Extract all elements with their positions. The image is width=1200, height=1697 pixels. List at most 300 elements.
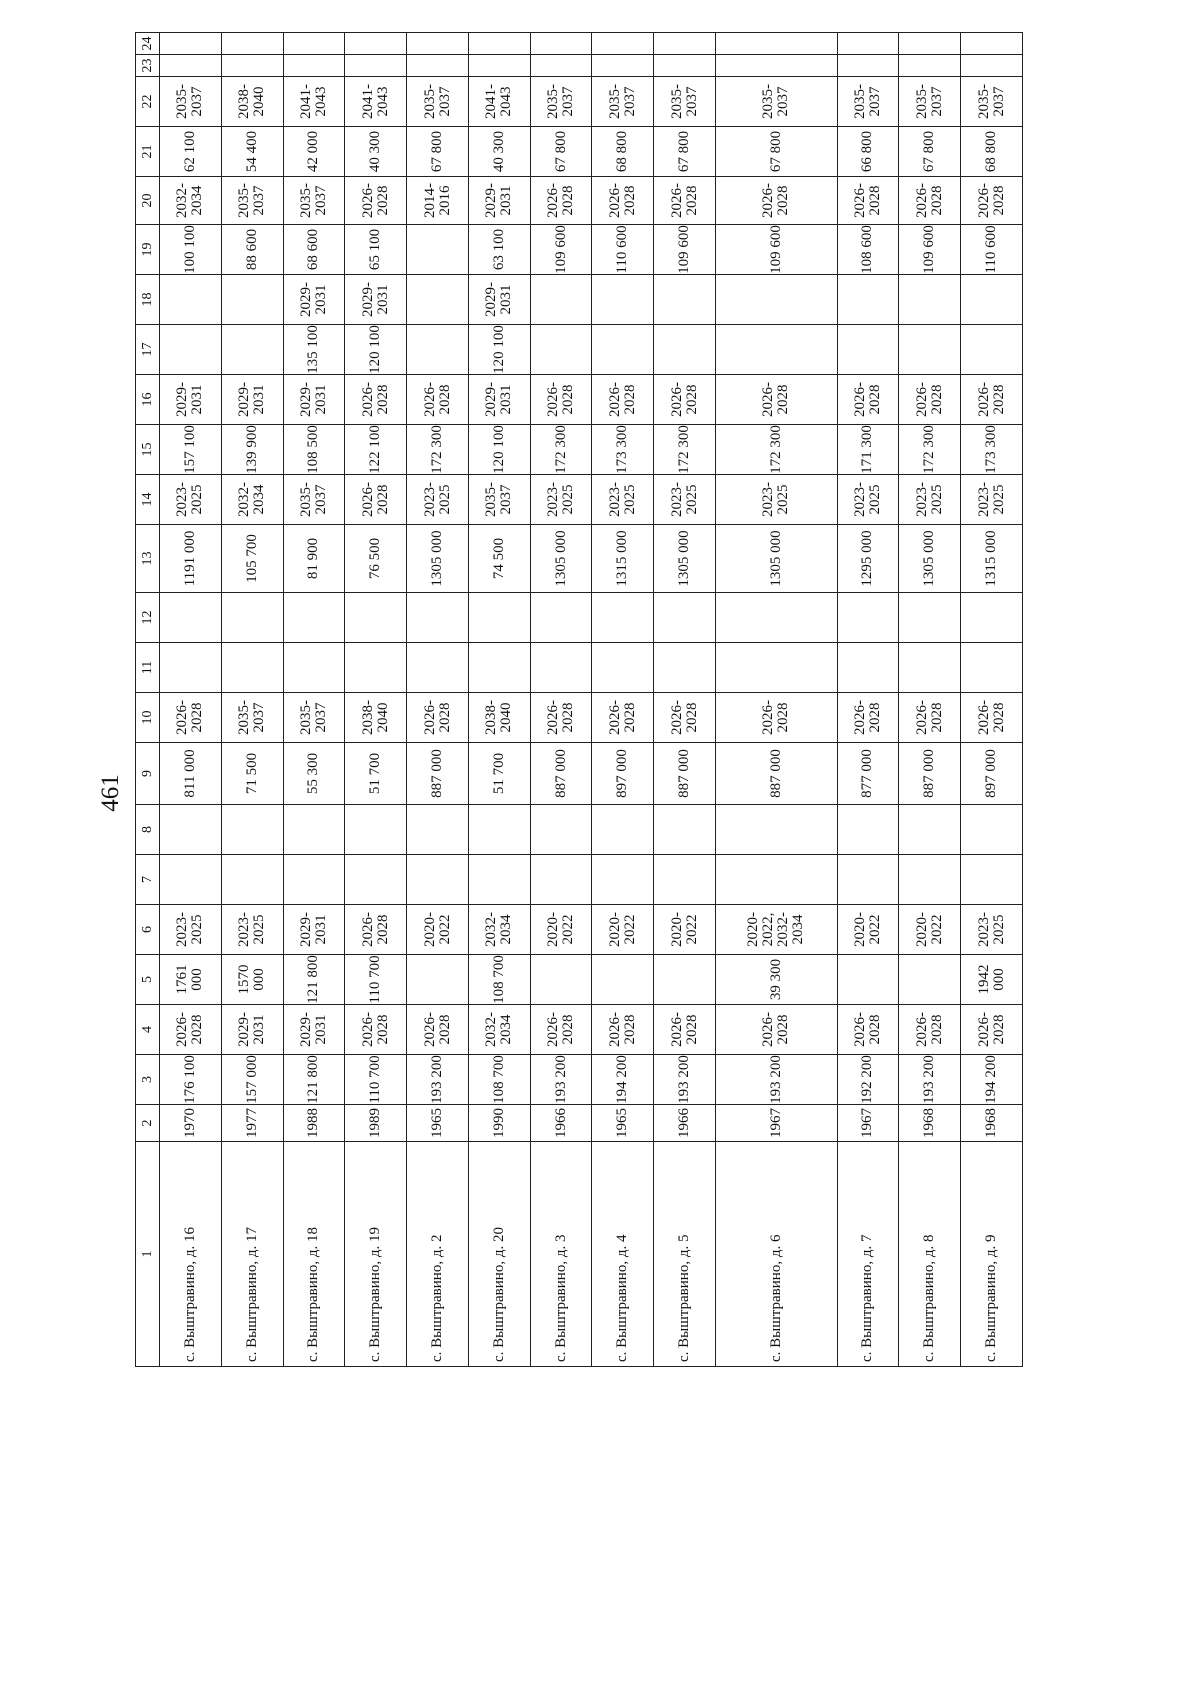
table-cell: 2026- 2028 — [592, 177, 654, 225]
table-cell — [468, 855, 530, 905]
header-cell: 2 — [136, 1105, 160, 1142]
table-cell: 1305 000 — [716, 525, 838, 593]
table-cell — [283, 643, 345, 693]
table-cell: 2023- 2025 — [654, 475, 716, 525]
table-cell: 109 600 — [716, 225, 838, 275]
table-cell — [592, 55, 654, 77]
table-cell: 194 200 — [592, 1055, 654, 1105]
table-cell: 811 000 — [160, 743, 222, 805]
table-cell: 887 000 — [654, 743, 716, 805]
table-cell — [221, 643, 283, 693]
table-cell: 139 900 — [221, 425, 283, 475]
table-cell — [283, 593, 345, 643]
table-cell — [654, 593, 716, 643]
table-cell — [407, 593, 469, 643]
table-cell — [837, 593, 899, 643]
table-cell: 2026- 2028 — [654, 693, 716, 743]
table-cell: 2026- 2028 — [345, 375, 407, 425]
table-cell: 2041- 2043 — [345, 77, 407, 127]
table-cell: 2020- 2022 — [899, 905, 961, 955]
table-cell: 108 600 — [837, 225, 899, 275]
table-cell: 108 700 — [468, 1055, 530, 1105]
table-cell: 2038- 2040 — [468, 693, 530, 743]
table-cell — [530, 275, 592, 325]
table-cell — [899, 55, 961, 77]
table-cell: 2026- 2028 — [716, 375, 838, 425]
header-cell: 5 — [136, 955, 160, 1005]
table-cell: 2026- 2028 — [160, 693, 222, 743]
table-cell: 176 100 — [160, 1055, 222, 1105]
table-cell: 2026- 2028 — [654, 177, 716, 225]
table-cell: 877 000 — [837, 743, 899, 805]
table-cell: 108 500 — [283, 425, 345, 475]
data-table — [135, 32, 1023, 1367]
table-cell — [530, 805, 592, 855]
table-cell — [961, 593, 1023, 643]
table-cell: 121 800 — [283, 1055, 345, 1105]
table-cell: 110 600 — [961, 225, 1023, 275]
header-cell: 17 — [136, 325, 160, 375]
table-cell: 2029- 2031 — [283, 905, 345, 955]
table-cell — [468, 643, 530, 693]
table-cell: 2026- 2028 — [160, 1005, 222, 1055]
table-cell: 51 700 — [468, 743, 530, 805]
table-cell: 2026- 2028 — [899, 177, 961, 225]
table-cell: 1965 — [407, 1105, 469, 1142]
table-cell: 74 500 — [468, 525, 530, 593]
table-cell: 2035- 2037 — [592, 77, 654, 127]
table-cell — [345, 643, 407, 693]
table-cell: 2035- 2037 — [221, 177, 283, 225]
table-cell: 2020- 2022 — [654, 905, 716, 955]
table-cell: 76 500 — [345, 525, 407, 593]
table-cell — [654, 643, 716, 693]
table-cell: 68 800 — [592, 127, 654, 177]
table-cell: 2014- 2016 — [407, 177, 469, 225]
table-cell: 157 100 — [160, 425, 222, 475]
address-cell: с. Выштравино, д. 6 — [716, 1142, 838, 1367]
table-cell: 2032- 2034 — [221, 475, 283, 525]
table-cell — [407, 33, 469, 55]
table-cell: 2026- 2028 — [530, 177, 592, 225]
table-cell: 1967 — [837, 1105, 899, 1142]
table-cell — [592, 955, 654, 1005]
table-cell — [530, 955, 592, 1005]
table-cell — [283, 805, 345, 855]
table-cell — [160, 805, 222, 855]
header-cell: 11 — [136, 643, 160, 693]
table-cell: 67 800 — [654, 127, 716, 177]
table-cell: 2020- 2022 — [592, 905, 654, 955]
table-cell — [160, 643, 222, 693]
header-cell: 4 — [136, 1005, 160, 1055]
table-cell: 193 200 — [899, 1055, 961, 1105]
table-cell: 2023- 2025 — [221, 905, 283, 955]
header-cell: 13 — [136, 525, 160, 593]
table-cell — [160, 593, 222, 643]
table-cell: 2026- 2028 — [407, 693, 469, 743]
table-cell: 2035- 2037 — [530, 77, 592, 127]
table-cell: 2035- 2037 — [283, 177, 345, 225]
table-cell: 2035- 2037 — [716, 77, 838, 127]
table-cell — [160, 325, 222, 375]
table-cell: 2035- 2037 — [160, 77, 222, 127]
table-cell — [221, 325, 283, 375]
table-row — [899, 33, 961, 1367]
header-cell: 20 — [136, 177, 160, 225]
table-cell: 2023- 2025 — [716, 475, 838, 525]
table-cell — [716, 593, 838, 643]
table-cell: 2026- 2028 — [961, 375, 1023, 425]
table-cell — [221, 855, 283, 905]
table-cell — [716, 55, 838, 77]
table-cell: 110 700 — [345, 1055, 407, 1105]
table-cell: 40 300 — [468, 127, 530, 177]
table-cell: 2020- 2022 — [837, 905, 899, 955]
table-row — [221, 33, 283, 1367]
table-cell: 2023- 2025 — [160, 475, 222, 525]
data-table-rotated — [135, 36, 1023, 1367]
table-cell — [530, 643, 592, 693]
table-cell — [345, 855, 407, 905]
table-cell: 1966 — [654, 1105, 716, 1142]
table-cell — [899, 325, 961, 375]
table-cell: 193 200 — [654, 1055, 716, 1105]
table-cell: 2026- 2028 — [837, 375, 899, 425]
table-cell: 2038- 2040 — [221, 77, 283, 127]
table-cell: 109 600 — [530, 225, 592, 275]
table-cell: 887 000 — [407, 743, 469, 805]
table-cell: 1967 — [716, 1105, 838, 1142]
table-cell: 71 500 — [221, 743, 283, 805]
table-cell — [530, 593, 592, 643]
table-row — [160, 33, 222, 1367]
table-cell: 2026- 2028 — [837, 177, 899, 225]
table-cell: 2029- 2031 — [468, 375, 530, 425]
address-cell: с. Выштравино, д. 4 — [592, 1142, 654, 1367]
table-cell — [345, 55, 407, 77]
table-cell: 2026- 2028 — [654, 1005, 716, 1055]
table-cell: 2023- 2025 — [961, 905, 1023, 955]
table-cell — [407, 275, 469, 325]
table-cell — [899, 33, 961, 55]
table-row — [468, 33, 530, 1367]
table-cell: 2029- 2031 — [468, 275, 530, 325]
table-cell: 2029- 2031 — [345, 275, 407, 325]
table-cell: 120 100 — [468, 425, 530, 475]
table-cell — [837, 805, 899, 855]
table-cell: 120 100 — [345, 325, 407, 375]
table-cell — [899, 643, 961, 693]
table-cell: 192 200 — [837, 1055, 899, 1105]
table-cell: 2026- 2028 — [345, 475, 407, 525]
table-cell: 40 300 — [345, 127, 407, 177]
table-cell: 2026- 2028 — [530, 693, 592, 743]
address-cell: с. Выштравино, д. 20 — [468, 1142, 530, 1367]
header-cell: 19 — [136, 225, 160, 275]
address-cell: с. Выштравино, д. 7 — [837, 1142, 899, 1367]
header-cell: 9 — [136, 743, 160, 805]
table-cell: 2026- 2028 — [407, 375, 469, 425]
table-cell: 2026- 2028 — [530, 1005, 592, 1055]
table-cell: 2023- 2025 — [592, 475, 654, 525]
header-cell: 3 — [136, 1055, 160, 1105]
table-cell: 1977 — [221, 1105, 283, 1142]
table-cell: 110 600 — [592, 225, 654, 275]
table-row — [407, 33, 469, 1367]
table-cell: 193 200 — [716, 1055, 838, 1105]
table-cell: 2035- 2037 — [961, 77, 1023, 127]
table-cell: 2029- 2031 — [468, 177, 530, 225]
table-cell — [716, 855, 838, 905]
table-cell — [592, 805, 654, 855]
table-cell — [345, 33, 407, 55]
table-cell: 1968 — [899, 1105, 961, 1142]
table-cell — [716, 325, 838, 375]
table-cell: 2026- 2028 — [837, 1005, 899, 1055]
table-cell: 2023- 2025 — [407, 475, 469, 525]
table-cell: 171 300 — [837, 425, 899, 475]
table-cell: 63 100 — [468, 225, 530, 275]
table-cell: 887 000 — [530, 743, 592, 805]
table-cell — [530, 855, 592, 905]
table-cell: 68 800 — [961, 127, 1023, 177]
table-cell: 2029- 2031 — [221, 1005, 283, 1055]
table-cell: 172 300 — [654, 425, 716, 475]
table-cell: 54 400 — [221, 127, 283, 177]
table-row — [654, 33, 716, 1367]
table-cell: 2035- 2037 — [283, 693, 345, 743]
table-cell: 100 100 — [160, 225, 222, 275]
header-cell: 14 — [136, 475, 160, 525]
table-cell: 105 700 — [221, 525, 283, 593]
table-cell: 173 300 — [592, 425, 654, 475]
table-cell — [283, 55, 345, 77]
table-cell: 2026- 2028 — [592, 1005, 654, 1055]
table-cell — [654, 275, 716, 325]
table-cell — [468, 55, 530, 77]
table-cell: 2026- 2028 — [961, 1005, 1023, 1055]
table-cell — [961, 55, 1023, 77]
header-cell: 24 — [136, 33, 160, 55]
table-cell — [899, 275, 961, 325]
table-cell — [716, 275, 838, 325]
table-cell: 51 700 — [345, 743, 407, 805]
table-cell: 65 100 — [345, 225, 407, 275]
table-cell: 193 200 — [407, 1055, 469, 1105]
table-cell: 172 300 — [899, 425, 961, 475]
header-cell: 7 — [136, 855, 160, 905]
table-cell: 2035- 2037 — [407, 77, 469, 127]
table-cell: 2026- 2028 — [837, 693, 899, 743]
table-cell: 1989 — [345, 1105, 407, 1142]
table-cell: 1570 000 — [221, 955, 283, 1005]
table-cell: 1305 000 — [530, 525, 592, 593]
table-cell: 1305 000 — [899, 525, 961, 593]
table-cell: 120 100 — [468, 325, 530, 375]
address-cell: с. Выштравино, д. 17 — [221, 1142, 283, 1367]
address-cell: с. Выштравино, д. 19 — [345, 1142, 407, 1367]
table-cell: 108 700 — [468, 955, 530, 1005]
table-cell — [407, 325, 469, 375]
table-cell: 2035- 2037 — [899, 77, 961, 127]
table-cell: 2041- 2043 — [468, 77, 530, 127]
table-cell: 172 300 — [407, 425, 469, 475]
address-cell: с. Выштравино, д. 5 — [654, 1142, 716, 1367]
table-cell — [468, 593, 530, 643]
address-cell: с. Выштравино, д. 2 — [407, 1142, 469, 1367]
table-cell — [716, 33, 838, 55]
header-cell: 23 — [136, 55, 160, 77]
table-cell: 1966 — [530, 1105, 592, 1142]
table-row — [530, 33, 592, 1367]
table-cell — [407, 225, 469, 275]
table-cell — [961, 643, 1023, 693]
table-cell: 2029- 2031 — [221, 375, 283, 425]
table-cell — [961, 855, 1023, 905]
table-cell: 2023- 2025 — [160, 905, 222, 955]
table-cell: 2035- 2037 — [654, 77, 716, 127]
table-cell — [468, 805, 530, 855]
header-cell: 6 — [136, 905, 160, 955]
header-cell: 21 — [136, 127, 160, 177]
table-cell: 2035- 2037 — [221, 693, 283, 743]
table-cell — [837, 275, 899, 325]
table-cell — [716, 805, 838, 855]
table-cell: 2029- 2031 — [283, 275, 345, 325]
table-cell: 2026- 2028 — [716, 177, 838, 225]
table-cell: 2026- 2028 — [592, 375, 654, 425]
table-cell — [592, 593, 654, 643]
table-cell — [407, 643, 469, 693]
table-cell — [961, 33, 1023, 55]
page-number: 461 — [97, 774, 124, 812]
table-cell: 2026- 2028 — [654, 375, 716, 425]
table-cell — [407, 955, 469, 1005]
table-cell: 2023- 2025 — [961, 475, 1023, 525]
table-cell: 887 000 — [899, 743, 961, 805]
table-cell — [837, 33, 899, 55]
table-cell: 172 300 — [716, 425, 838, 475]
table-cell — [468, 33, 530, 55]
table-cell — [592, 275, 654, 325]
table-cell — [160, 55, 222, 77]
table-cell: 2029- 2031 — [283, 375, 345, 425]
table-cell: 110 700 — [345, 955, 407, 1005]
table-cell — [899, 955, 961, 1005]
table-cell: 1942 000 — [961, 955, 1023, 1005]
table-cell: 109 600 — [899, 225, 961, 275]
table-cell — [837, 955, 899, 1005]
table-row — [961, 33, 1023, 1367]
table-cell: 1761 000 — [160, 955, 222, 1005]
table-cell: 2029- 2031 — [160, 375, 222, 425]
table-cell: 2020- 2022 — [407, 905, 469, 955]
table-cell: 2026- 2028 — [345, 1005, 407, 1055]
table-cell: 2026- 2028 — [407, 1005, 469, 1055]
table-cell — [407, 805, 469, 855]
table-cell — [837, 643, 899, 693]
table-cell: 1988 — [283, 1105, 345, 1142]
table-cell — [654, 805, 716, 855]
table-cell — [160, 33, 222, 55]
table-cell: 2026- 2028 — [592, 693, 654, 743]
header-cell: 16 — [136, 375, 160, 425]
table-cell: 2026- 2028 — [716, 1005, 838, 1055]
table-cell: 2026- 2028 — [530, 375, 592, 425]
table-cell: 2026- 2028 — [899, 1005, 961, 1055]
table-cell — [221, 805, 283, 855]
table-cell: 1990 — [468, 1105, 530, 1142]
table-cell — [530, 325, 592, 375]
table-cell: 2041- 2043 — [283, 77, 345, 127]
table-cell — [221, 55, 283, 77]
header-cell: 18 — [136, 275, 160, 325]
table-cell: 62 100 — [160, 127, 222, 177]
address-cell: с. Выштравино, д. 9 — [961, 1142, 1023, 1367]
table-row — [345, 33, 407, 1367]
table-cell: 55 300 — [283, 743, 345, 805]
table-cell — [345, 593, 407, 643]
table-cell: 1295 000 — [837, 525, 899, 593]
table-cell — [961, 325, 1023, 375]
header-cell: 12 — [136, 593, 160, 643]
table-cell — [654, 855, 716, 905]
table-cell: 67 800 — [407, 127, 469, 177]
table-cell: 67 800 — [530, 127, 592, 177]
table-cell: 897 000 — [592, 743, 654, 805]
table-row — [592, 33, 654, 1367]
table-cell — [592, 855, 654, 905]
table-cell — [407, 855, 469, 905]
table-cell: 2035- 2037 — [283, 475, 345, 525]
table-cell: 1970 — [160, 1105, 222, 1142]
table-cell — [345, 805, 407, 855]
table-cell — [530, 33, 592, 55]
table-cell — [592, 643, 654, 693]
table-cell — [407, 55, 469, 77]
table-cell — [283, 33, 345, 55]
table-cell — [899, 593, 961, 643]
table-cell: 2020- 2022, 2032- 2034 — [716, 905, 838, 955]
table-cell: 2026- 2028 — [345, 177, 407, 225]
table-cell: 2026- 2028 — [899, 375, 961, 425]
table-cell — [160, 855, 222, 905]
table-cell — [899, 805, 961, 855]
table-cell — [592, 325, 654, 375]
table-cell: 193 200 — [530, 1055, 592, 1105]
table-cell — [160, 275, 222, 325]
table-cell: 135 100 — [283, 325, 345, 375]
table-cell: 2026- 2028 — [345, 905, 407, 955]
table-cell: 2026- 2028 — [716, 693, 838, 743]
table-row — [716, 33, 838, 1367]
table-cell: 2020- 2022 — [530, 905, 592, 955]
table-cell: 887 000 — [716, 743, 838, 805]
header-cell: 15 — [136, 425, 160, 475]
table-cell: 2026- 2028 — [961, 177, 1023, 225]
table-cell: 2026- 2028 — [961, 693, 1023, 743]
table-cell: 2038- 2040 — [345, 693, 407, 743]
table-cell: 2035- 2037 — [837, 77, 899, 127]
table-cell — [592, 33, 654, 55]
table-cell — [837, 855, 899, 905]
table-cell — [654, 55, 716, 77]
table-cell — [961, 275, 1023, 325]
table-cell: 39 300 — [716, 955, 838, 1005]
table-cell: 897 000 — [961, 743, 1023, 805]
table-cell: 2023- 2025 — [899, 475, 961, 525]
